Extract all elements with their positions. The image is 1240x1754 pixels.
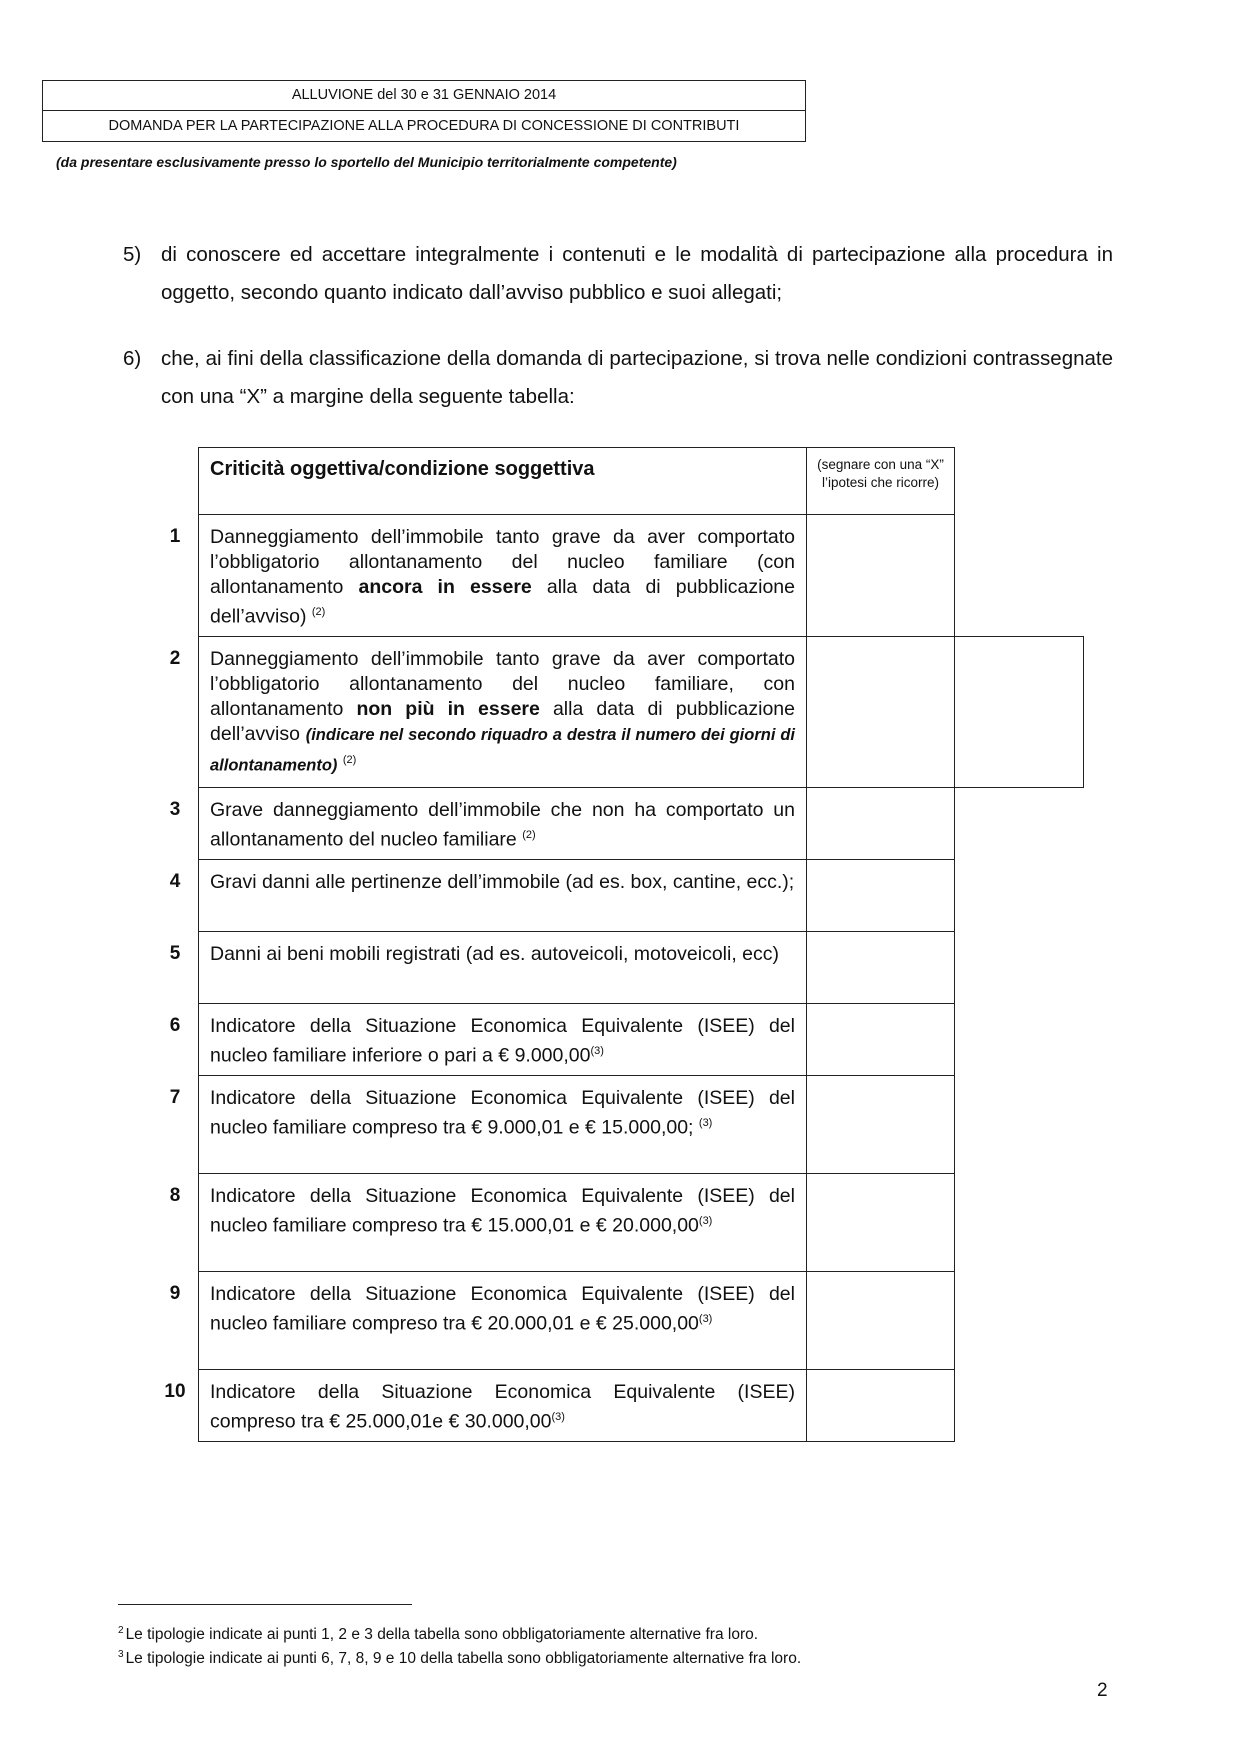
- mark-cell[interactable]: [807, 788, 955, 860]
- table-row: [152, 1004, 1083, 1076]
- table-row: [152, 788, 1083, 860]
- mark-cell[interactable]: [807, 1370, 955, 1442]
- column-header-criteria: Criticità oggettiva/condizione soggettiva: [199, 448, 807, 515]
- table-header-row: [152, 448, 1083, 515]
- table-row: [152, 1076, 1083, 1174]
- row-number: 9: [169, 1282, 181, 1304]
- header-subtitle: DOMANDA PER LA PARTECIPAZIONE ALLA PROCEDURA DI CONCESSIONE DI CONTRIBUTI: [108, 118, 740, 134]
- mark-cell[interactable]: [807, 860, 955, 932]
- table-row: [152, 860, 1083, 932]
- table-row: [152, 1370, 1083, 1442]
- paragraph-6: [123, 340, 1113, 416]
- row-description: Danni ai beni mobili registrati (ad es. autoveicoli, motoveicoli, ecc): [199, 932, 807, 1004]
- row-number: 7: [169, 1086, 181, 1108]
- header-note: (da presentare esclusivamente presso lo sportello del Municipio territorialmente competente): [56, 154, 677, 170]
- column-header-mark: (segnare con una “X” l’ipotesi che ricorre): [807, 448, 955, 515]
- table-row: [152, 932, 1083, 1004]
- footnote-divider: [118, 1604, 412, 1605]
- paragraph-number: 6): [123, 347, 142, 370]
- row-description: Danneggiamento dell’immobile tanto grave da aver comportato l’obbligatorio allontanamento del nucleo familiare, con allontanamento non più in essere alla data di pubblicazione dell’avviso (indicare nel secondo riquadro a destra il numero dei giorni di allontanamento) $^{(2)}$: [199, 637, 807, 788]
- row-number: 1: [169, 525, 181, 547]
- row-description: Indicatore della Situazione Economica Equivalente (ISEE) del nucleo familiare compreso tra € 9.000,01 e € 15.000,00; $^{(3)}$: [199, 1076, 807, 1174]
- paragraph-5: [123, 236, 1113, 312]
- table-row: [152, 637, 1083, 788]
- mark-cell[interactable]: [807, 1272, 955, 1370]
- table-row: [152, 1272, 1083, 1370]
- row-description: Indicatore della Situazione Economica Equivalente (ISEE) del nucleo familiare inferiore o pari a € 9.000,00$^{(3)}$: [199, 1004, 807, 1076]
- row-number: 3: [169, 798, 181, 820]
- mark-cell[interactable]: [807, 932, 955, 1004]
- row-description: Indicatore della Situazione Economica Equivalente (ISEE) del nucleo familiare compreso tra € 15.000,01 e € 20.000,00$^{(3)}$: [199, 1174, 807, 1272]
- row-number: 10: [164, 1380, 186, 1402]
- paragraph-text: di conoscere ed accettare integralmente i contenuti e le modalità di partecipazione alla procedura in oggetto, secondo quanto indicato dall’avviso pubblico e suoi allegati;: [161, 243, 1113, 304]
- table-row: [152, 515, 1083, 637]
- row-number: 4: [169, 870, 181, 892]
- paragraph-text: che, ai fini della classificazione della domanda di partecipazione, si trova nelle condizioni contrassegnate con una “X” a margine della seguente tabella:: [161, 347, 1113, 408]
- days-count-cell[interactable]: [955, 637, 1084, 788]
- row-number: 8: [169, 1184, 181, 1206]
- table-row: [152, 1174, 1083, 1272]
- row-description: Indicatore della Situazione Economica Equivalente (ISEE) compreso tra € 25.000,01e € 30.000,00$^{(3)}$: [199, 1370, 807, 1442]
- row-number: 5: [169, 942, 181, 964]
- paragraph-number: 5): [123, 243, 142, 266]
- mark-cell[interactable]: [807, 637, 955, 788]
- row-number: 6: [169, 1014, 181, 1036]
- row-description: Grave danneggiamento dell’immobile che non ha comportato un allontanamento del nucleo familiare $^{(2)}$: [199, 788, 807, 860]
- row-description: Gravi danni alle pertinenze dell’immobile (ad es. box, cantine, ecc.);: [199, 860, 807, 932]
- footnote-2: $^2$ Le tipologie indicate ai punti 1, 2 e 3 della tabella sono obbligatoriamente alternative fra loro.: [118, 1625, 759, 1644]
- mark-cell[interactable]: [807, 1004, 955, 1076]
- mark-cell[interactable]: [807, 1076, 955, 1174]
- page-number: 2: [1097, 1680, 1108, 1701]
- footnote-3: $^3$ Le tipologie indicate ai punti 6, 7, 8, 9 e 10 della tabella sono obbligatoriamente alternative fra loro.: [118, 1649, 802, 1668]
- criteria-table: [152, 447, 1084, 1442]
- row-number: 2: [169, 647, 181, 669]
- mark-cell[interactable]: [807, 1174, 955, 1272]
- row-description: Indicatore della Situazione Economica Equivalente (ISEE) del nucleo familiare compreso tra € 20.000,01 e € 25.000,00$^{(3)}$: [199, 1272, 807, 1370]
- mark-cell[interactable]: [807, 515, 955, 637]
- document-header-box: [42, 80, 806, 142]
- row-description: Danneggiamento dell’immobile tanto grave da aver comportato l’obbligatorio allontanamento del nucleo familiare (con allontanamento ancora in essere alla data di pubblicazione dell’avviso) $^{(2)}$: [199, 515, 807, 637]
- header-title: ALLUVIONE del 30 e 31 GENNAIO 2014: [43, 81, 805, 111]
